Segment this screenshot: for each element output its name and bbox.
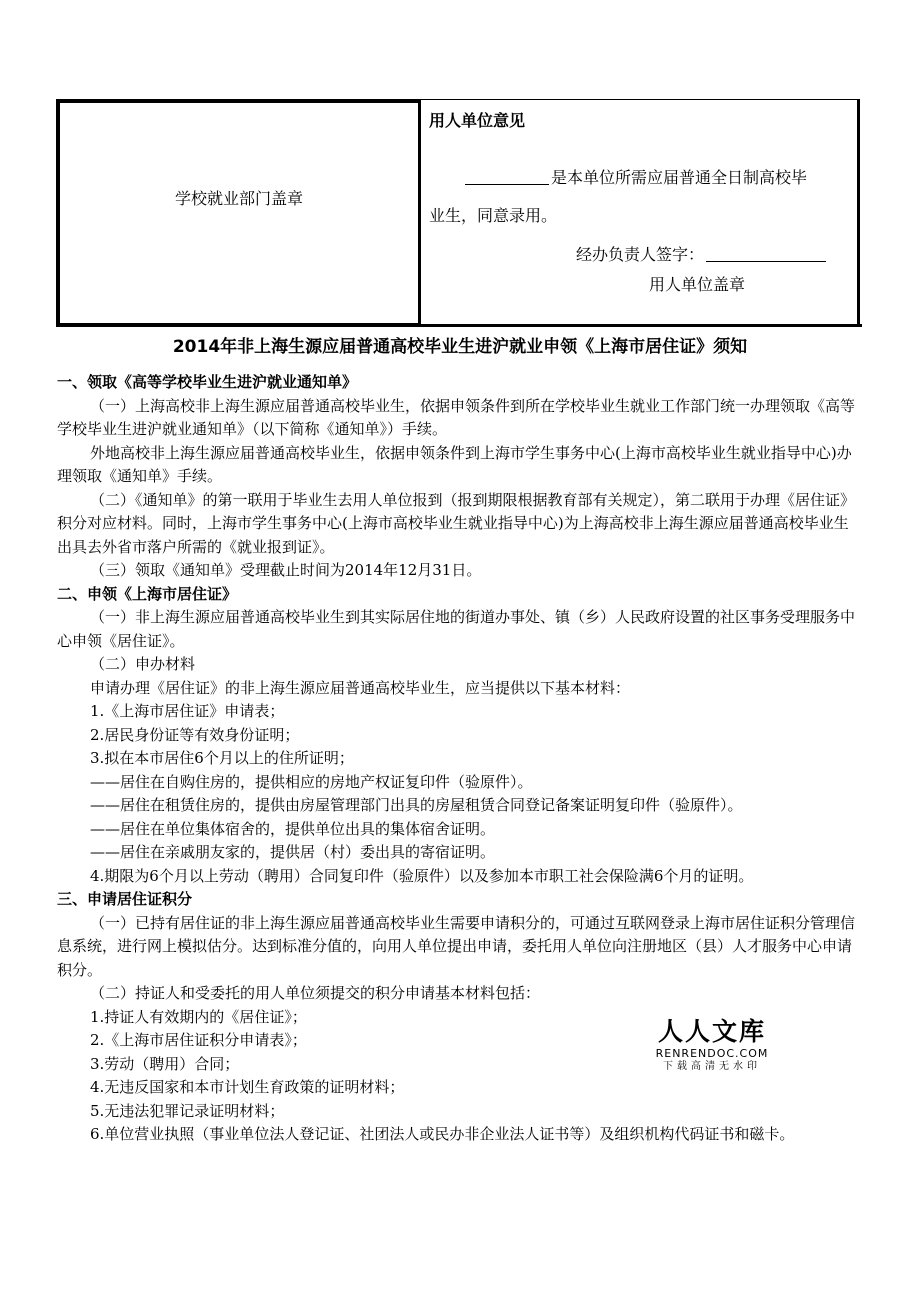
watermark-brand: 人人文库: [657, 1017, 766, 1046]
section-heading: 一、领取《高等学校毕业生进沪就业通知单》: [57, 373, 358, 391]
graduate-name-blank: [465, 168, 549, 185]
signer-label: 经办负责人签字：: [576, 245, 705, 264]
school-stamp-cell: [57, 100, 421, 326]
page-title: 2014年非上海生源应届普通高校毕业生进沪就业申领《上海市居住证》须知: [172, 337, 748, 357]
paragraph: ——居住在租赁住房的，提供由房屋管理部门出具的房屋租赁合同登记备案证明复印件（验原件）。: [90, 796, 743, 814]
signature-blank: [706, 245, 826, 262]
paragraph: 5.无违法犯罪记录证明材料；: [90, 1101, 285, 1120]
employer-opinion-title: 用人单位意见: [429, 111, 526, 130]
paragraph: 2.《上海市居住证积分申请表》；: [90, 1031, 307, 1049]
paragraph: 外地高校非上海生源应届普通高校毕业生，依据申领条件到上海市学生事务中心(上海市高校毕业生就业指导中心)办理领取《通知单》手续。: [57, 443, 852, 485]
school-stamp-label: 学校就业部门盖章: [174, 189, 303, 208]
paragraph: （三）领取《通知单》受理截止时间为2014年12月31日。: [90, 561, 482, 579]
employer-opinion-line1: [465, 165, 807, 188]
paragraph: （二）持证人和受委托的用人单位须提交的积分申请基本材料包括：: [90, 984, 541, 1002]
signer-line: [576, 242, 826, 265]
employer-opinion-line2: 业生，同意录用。: [429, 206, 558, 225]
stamp-table: [56, 99, 860, 327]
paragraph: （二）申办材料: [90, 655, 196, 673]
paragraph: 2.居民身份证等有效身份证明；: [90, 725, 300, 744]
paragraph: 6.单位营业执照（事业单位法人登记证、社团法人或民办非企业法人证书等）及组织机构代码证书和磁卡。: [90, 1125, 795, 1143]
paragraph: 3.拟在本市居住6个月以上的住所证明；: [90, 749, 354, 767]
paragraph: ——居住在自购住房的，提供相应的房地产权证复印件（验原件）。: [90, 772, 533, 791]
paragraph: （二）《通知单》的第一联用于毕业生去用人单位报到（报到期限根据教育部有关规定），第二联用于办理《居住证》积分对应材料。同时，上海市学生事务中心(上海市高校毕业生就业指导中心)为上海高校非上海生源应届普通高校毕业生出具去外省市落户所需的《就业报到证》。: [57, 490, 856, 556]
paragraph: 4.无违反国家和本市计划生育政策的证明材料；: [90, 1078, 405, 1096]
paragraph: ——居住在单位集体宿舍的，提供单位出具的集体宿舍证明。: [90, 819, 496, 838]
paragraph: （一）上海高校非上海生源应届普通高校毕业生，依据申领条件到所在学校毕业生就业工作部门统一办理领取《高等学校毕业生进沪就业通知单》（以下简称《通知单》）手续。: [57, 396, 856, 438]
paragraph: （一）已持有居住证的非上海生源应届普通高校毕业生需要申请积分的，可通过互联网登录上海市居住证积分管理信息系统，进行网上模拟估分。达到标准分值的，向用人单位提出申请，委托用人单位向注册地区（县）人才服务中心申请积分。: [57, 913, 856, 979]
table-border-right: [857, 99, 860, 327]
paragraph: 1.持证人有效期内的《居住证》；: [90, 1007, 307, 1026]
watermark-url: RENRENDOC.COM: [655, 1047, 769, 1060]
paragraph: 1.《上海市居住证》申请表；: [90, 702, 285, 720]
table-border-bottom: [56, 324, 862, 327]
paragraph: 申请办理《居住证》的非上海生源应届普通高校毕业生，应当提供以下基本材料：: [90, 678, 631, 697]
employer-stamp-label: 用人单位盖章: [649, 275, 746, 294]
watermark-logo: [643, 1017, 781, 1074]
paragraph: 3.劳动（聘用）合同；: [90, 1054, 240, 1073]
section-heading: 三、申请居住证积分: [57, 890, 193, 908]
paragraph: ——居住在亲戚朋友家的，提供居（村）委出具的寄宿证明。: [90, 843, 496, 861]
section-heading: 二、申领《上海市居住证》: [57, 584, 238, 603]
watermark-tagline: 下载高清无水印: [663, 1061, 761, 1072]
employer-opinion-text1: 是本单位所需应届普通全日制高校毕: [551, 168, 808, 187]
paragraph: （一）非上海生源应届普通高校毕业生到其实际居住地的街道办事处、镇（乡）人民政府设置的社区事务受理服务中心申领《居住证》。: [57, 608, 856, 650]
paragraph: 4.期限为6个月以上劳动（聘用）合同复印件（验原件）以及参加本市职工社会保险满6个月的证明。: [90, 866, 754, 885]
